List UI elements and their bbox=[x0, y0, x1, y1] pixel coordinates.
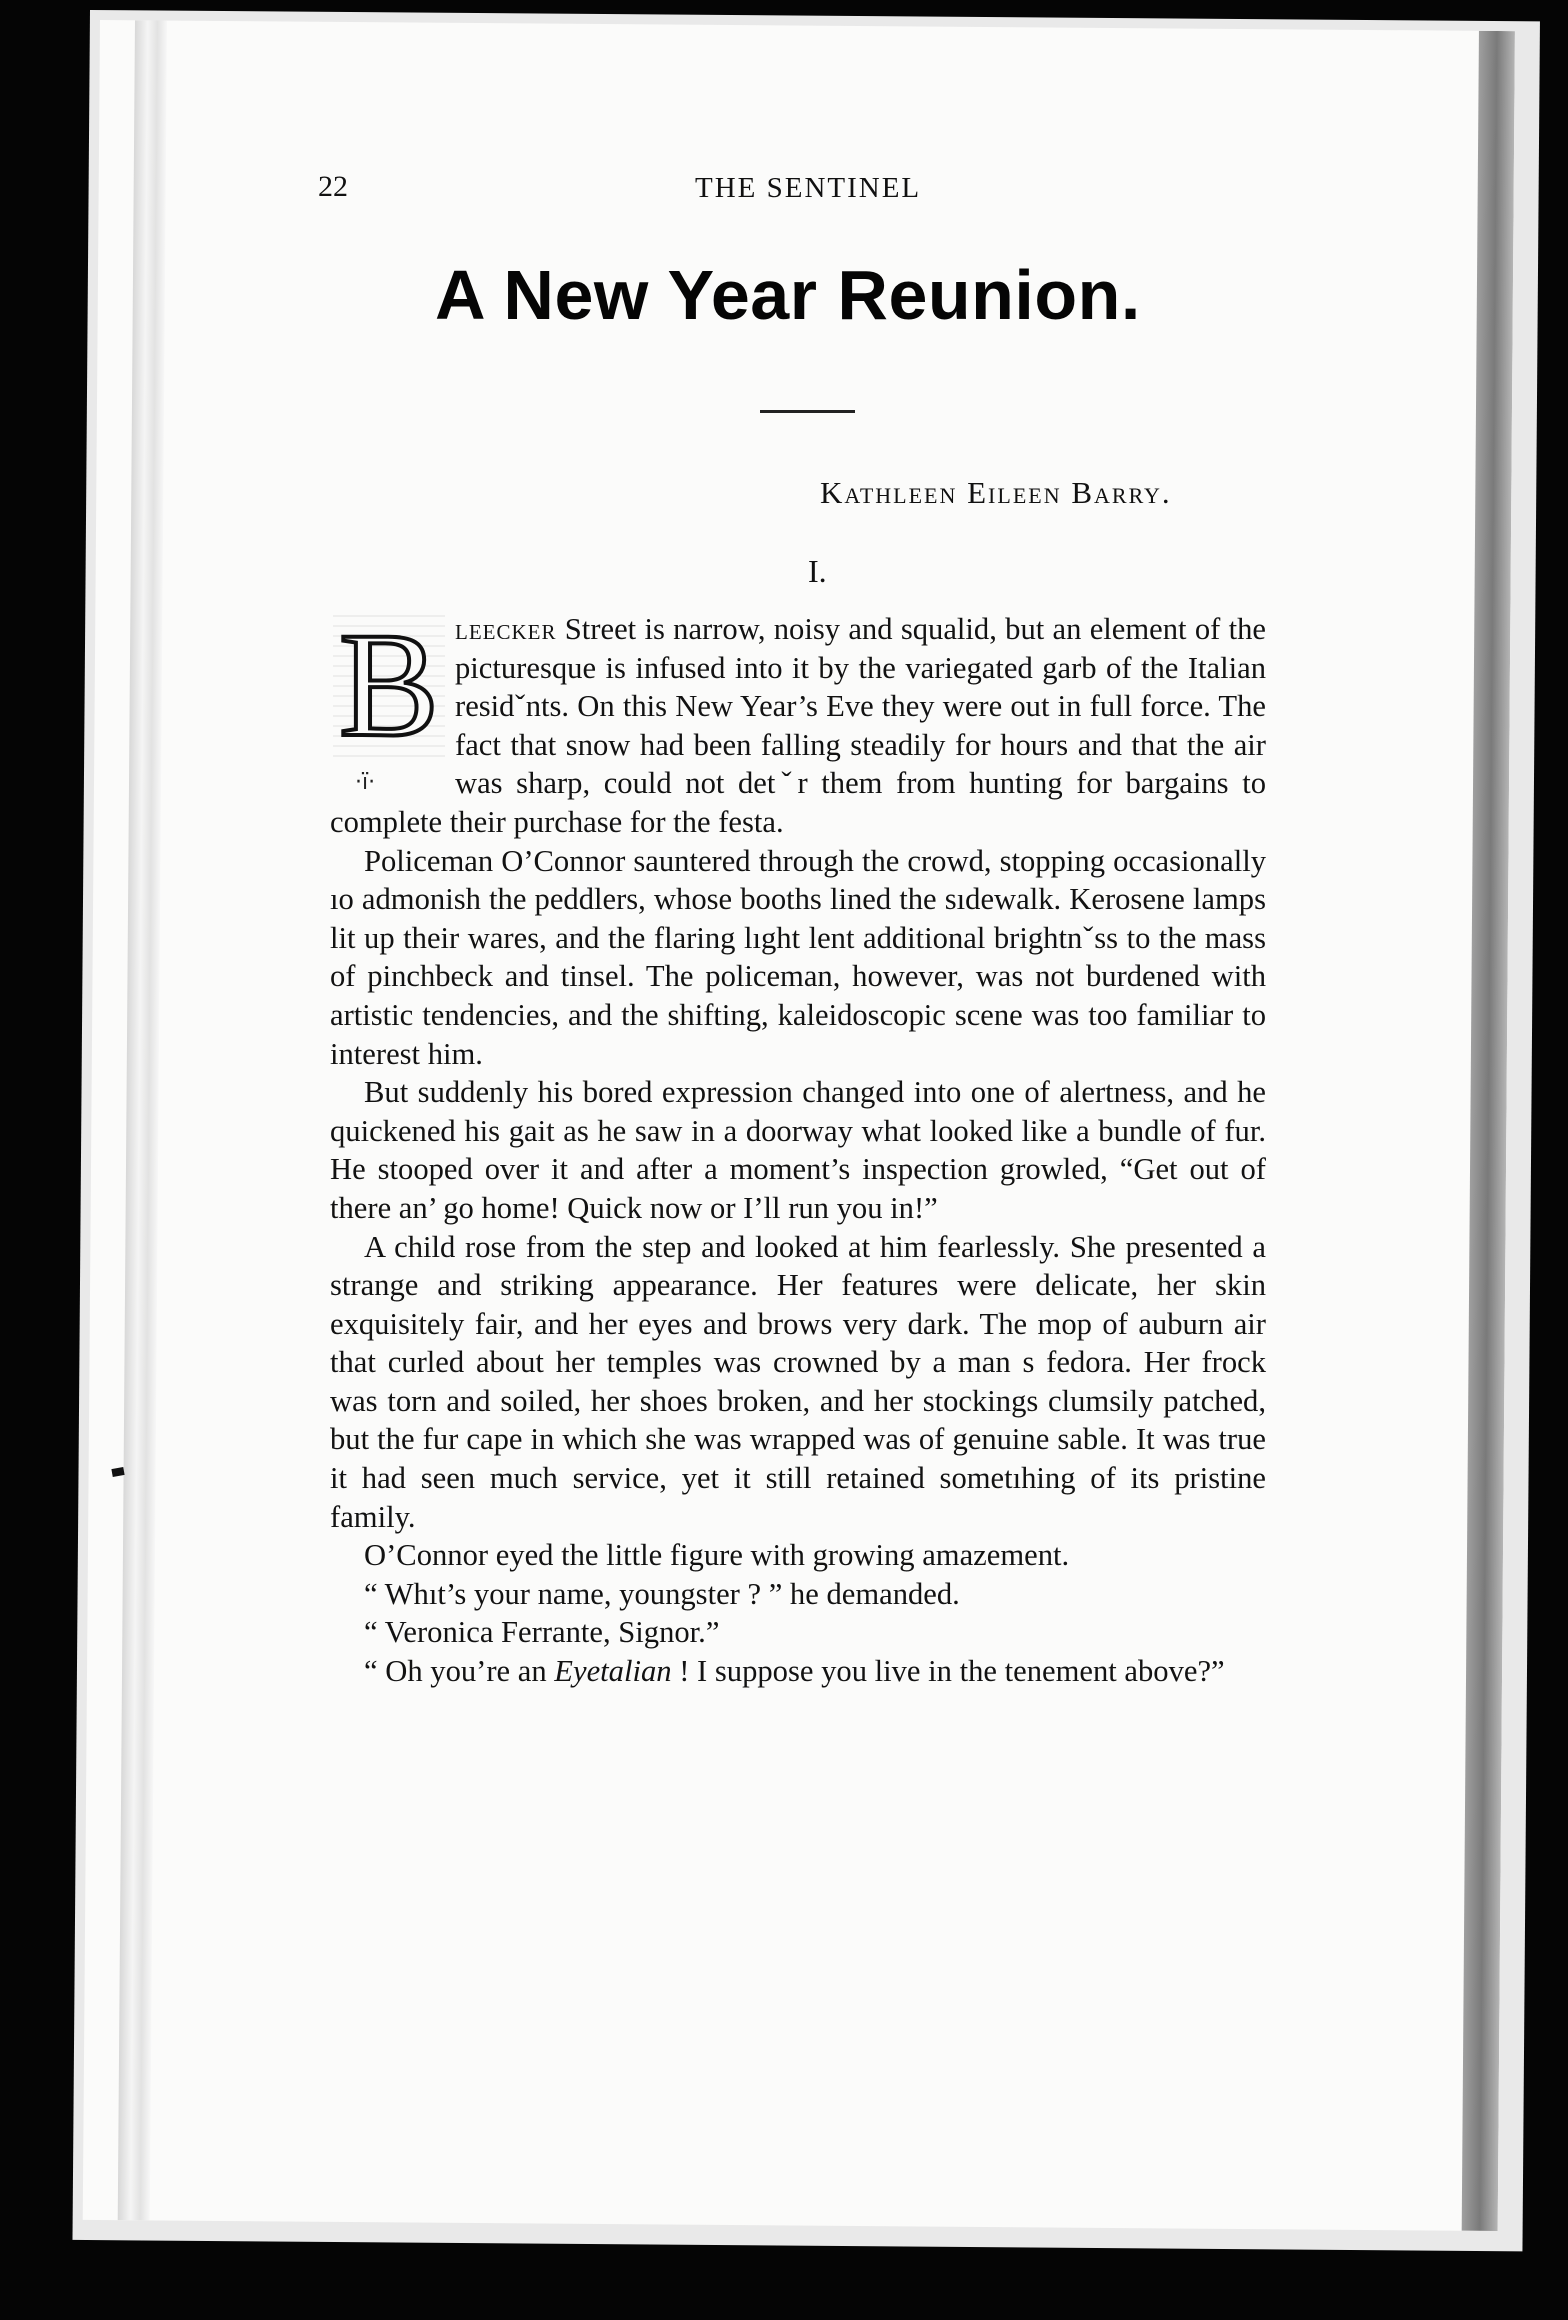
article-author: Kathleen Eileen Barry. bbox=[820, 475, 1172, 510]
paragraph-1-text: Street is narrow, noisy and squalid, but an element of the picturesque is infused into it by the variegated garb of the Italian residˇnts. On this New Year’s Eve they were out in full force. The fact that snow had been falling steadily for hours and that the air was sharp, could not detˇr them from hunting for bargains to complete their purchase for the festa. bbox=[330, 612, 1266, 839]
paragraph-4: A child rose from the step and looked at him fearlessly. She presented a strange and striking appearance. Her features were delicate, her skin exquisitely fair, and her eyes and brows very dark. The mop of auburn air that curled about her temples was crowned by a man s fedora. Her frock was torn and soiled, her shoes broken, and her stockings clumsily patched, but the fur cape in which she was wrapped was of genuine sable. It was true it had seen much service, yet it still retained sometıhing of its pristine family. bbox=[330, 1229, 1266, 1534]
paragraph-2: Policeman O’Connor sauntered through the crowd, stopping occasionally ıo admonish the peddlers, whose booths lined the sıdewalk. Kerosene lamps lit up their wares, and the flaring lıght lent additional brightnˇss to the mass of pinchbeck and tinsel. The policeman, however, was not burdened with artistic tendencies, and the shifting, kaleidoscopic scene was too familiar to interest him. bbox=[330, 843, 1266, 1071]
drop-cap-space bbox=[330, 610, 455, 788]
article-body bbox=[330, 610, 1266, 1691]
paragraph-1-lead-word: leecker bbox=[455, 612, 557, 646]
decorative-drop-cap: B bbox=[333, 610, 445, 765]
paragraph-3: But suddenly his bored expression changed into one of alertness, and he quickened his gait as he saw in a doorway what looked like a bundle of fur. He stooped over it and after a moment’s inspection growled, “Get out of there an’ go home! Quick now or I’ll run you in!” bbox=[330, 1075, 1266, 1225]
paragraph-8-text-after: ! I suppose you live in the tenement above?” bbox=[671, 1654, 1225, 1689]
section-number: I. bbox=[808, 553, 827, 589]
paragraph-8-emphasis: Eyetalian bbox=[554, 1654, 672, 1689]
paragraph-6: “ Whıt’s your name, youngster ? ” he demanded. bbox=[364, 1576, 960, 1611]
paragraph-8 bbox=[330, 1652, 1266, 1691]
drop-cap-ornament-icon: ·ï· bbox=[355, 770, 376, 795]
article-title: A New Year Reunion. bbox=[435, 256, 1141, 334]
page-gutter bbox=[118, 20, 167, 2220]
title-separator-rule bbox=[760, 410, 855, 413]
paragraph-5: O’Connor eyed the little figure with growing amazement. bbox=[364, 1538, 1070, 1573]
paragraph-7: “ Veronica Ferrante, Signor.” bbox=[364, 1615, 720, 1650]
running-head: THE SENTINEL bbox=[695, 172, 922, 204]
paragraph-8-text-before: “ Oh you’re an bbox=[364, 1654, 555, 1689]
paragraph-1 bbox=[330, 610, 1266, 842]
page-number: 22 bbox=[318, 170, 348, 203]
